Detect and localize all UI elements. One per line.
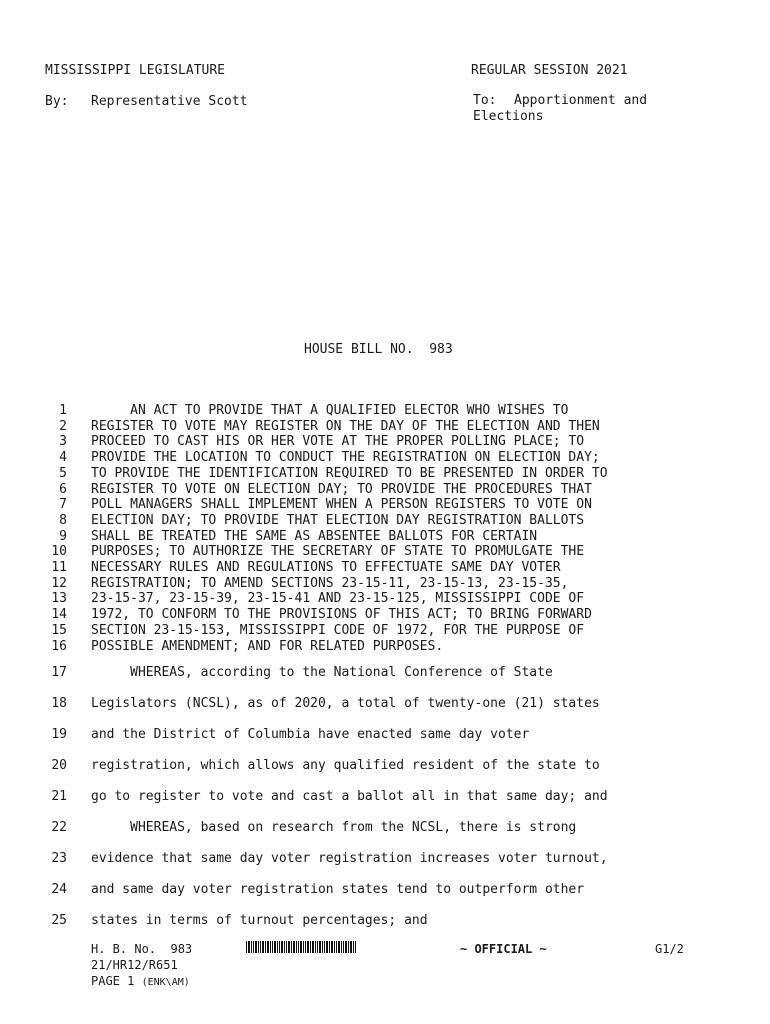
line-21 [0, 781, 770, 812]
line-number: 13 [51, 591, 67, 607]
line-number: 24 [51, 882, 67, 897]
page-number: PAGE 1 [91, 974, 135, 988]
line-number: 3 [59, 434, 67, 450]
line-18 [0, 688, 770, 719]
line-number: 25 [51, 913, 67, 928]
line-24 [0, 874, 770, 905]
line-text: POLL MANAGERS SHALL IMPLEMENT WHEN A PERSON REGISTERS TO VOTE ON [91, 497, 592, 513]
line-number: 1 [59, 403, 67, 418]
committee-name-line-2: Elections [473, 109, 544, 124]
line-number: 19 [51, 727, 67, 742]
line-number: 11 [51, 560, 67, 575]
line-text: WHEREAS, based on research from the NCSL, there is strong [91, 820, 577, 835]
footer-reference: 21/HR12/R651 [91, 958, 178, 972]
line-25 [0, 905, 770, 936]
line-number: 20 [51, 758, 67, 773]
line-number: 7 [59, 497, 67, 513]
line-text: PROVIDE THE LOCATION TO CONDUCT THE REGISTRATION ON ELECTION DAY; [91, 450, 600, 466]
line-number: 16 [51, 638, 67, 654]
line-number: 5 [59, 465, 67, 481]
line-1 [0, 403, 770, 419]
sponsor-name: Representative Scott [91, 94, 248, 109]
line-4 [0, 450, 770, 466]
committee-name-line-1: Apportionment and [514, 93, 648, 108]
line-text: Legislators (NCSL), as of 2020, a total of twenty-one (21) states [91, 696, 600, 711]
line-5 [0, 466, 770, 482]
line-text: SECTION 23-15-153, MISSISSIPPI CODE OF 1972, FOR THE PURPOSE OF [91, 622, 585, 638]
line-number: 17 [51, 665, 67, 680]
line-8 [0, 513, 770, 529]
line-6 [0, 482, 770, 498]
line-16 [0, 639, 770, 655]
line-number: 10 [51, 544, 67, 560]
footer-page-number [91, 973, 190, 991]
line-number: 21 [51, 789, 67, 804]
line-3 [0, 434, 770, 450]
line-text: evidence that same day voter registration increases voter turnout, [91, 851, 608, 866]
line-12 [0, 576, 770, 592]
line-2 [0, 419, 770, 435]
line-text: AN ACT TO PROVIDE THAT A QUALIFIED ELECTOR WHO WISHES TO [91, 403, 569, 418]
line-text: POSSIBLE AMENDMENT; AND FOR RELATED PURPOSES. [91, 638, 444, 654]
bill-title: HOUSE BILL NO. 983 [304, 342, 453, 357]
line-text: go to register to vote and cast a ballot all in that same day; and [91, 789, 608, 804]
line-7 [0, 497, 770, 513]
line-number: 6 [59, 481, 67, 497]
line-17 [0, 657, 770, 688]
line-text: PURPOSES; TO AUTHORIZE THE SECRETARY OF STATE TO PROMULGATE THE [91, 544, 585, 560]
line-text: and the District of Columbia have enacted same day voter [91, 727, 530, 742]
line-text: PROCEED TO CAST HIS OR HER VOTE AT THE PROPER POLLING PLACE; TO [91, 434, 585, 450]
committee-to-label: To: [473, 93, 497, 108]
typist-initials: (ENK\AM) [141, 977, 190, 988]
line-20 [0, 750, 770, 781]
legislature-name: MISSISSIPPI LEGISLATURE [45, 63, 226, 78]
line-number: 2 [59, 418, 67, 434]
line-number: 9 [59, 528, 67, 544]
line-number: 14 [51, 607, 67, 623]
footer-bill-number: H. B. No. 983 [91, 942, 193, 956]
line-number: 4 [59, 450, 67, 466]
line-10 [0, 544, 770, 560]
line-text: ELECTION DAY; TO PROVIDE THAT ELECTION DAY REGISTRATION BALLOTS [91, 512, 585, 528]
page-code: G1/2 [655, 942, 684, 956]
sponsor-by-label: By: [45, 94, 69, 109]
line-number: 23 [51, 851, 67, 866]
line-15 [0, 623, 770, 639]
line-number: 15 [51, 622, 67, 638]
line-text: REGISTER TO VOTE ON ELECTION DAY; TO PROVIDE THE PROCEDURES THAT [91, 481, 592, 497]
line-number: 8 [59, 512, 67, 528]
line-11 [0, 560, 770, 576]
line-text: registration, which allows any qualified resident of the state to [91, 758, 600, 773]
line-14 [0, 607, 770, 623]
line-19 [0, 719, 770, 750]
line-text: and same day voter registration states tend to outperform other [91, 882, 585, 897]
line-text: 23-15-37, 23-15-39, 23-15-41 AND 23-15-125, MISSISSIPPI CODE OF [91, 591, 585, 607]
line-text: 1972, TO CONFORM TO THE PROVISIONS OF THIS ACT; TO BRING FORWARD [91, 607, 592, 623]
line-text: SHALL BE TREATED THE SAME AS ABSENTEE BALLOTS FOR CERTAIN [91, 528, 538, 544]
line-text: WHEREAS, according to the National Conference of State [91, 665, 553, 680]
line-9 [0, 529, 770, 545]
line-13 [0, 591, 770, 607]
barcode-image [246, 941, 356, 953]
line-22 [0, 812, 770, 843]
official-label: ~ OFFICIAL ~ [460, 942, 547, 956]
line-number: 12 [51, 575, 67, 591]
line-number: 18 [51, 696, 67, 711]
line-number: 22 [51, 820, 67, 835]
line-text: states in terms of turnout percentages; and [91, 913, 428, 928]
line-text: TO PROVIDE THE IDENTIFICATION REQUIRED TO BE PRESENTED IN ORDER TO [91, 465, 608, 481]
line-text: REGISTRATION; TO AMEND SECTIONS 23-15-11, 23-15-13, 23-15-35, [91, 575, 569, 591]
session-label: REGULAR SESSION 2021 [471, 63, 628, 78]
line-23 [0, 843, 770, 874]
line-text: REGISTER TO VOTE MAY REGISTER ON THE DAY OF THE ELECTION AND THEN [91, 418, 600, 434]
line-text: NECESSARY RULES AND REGULATIONS TO EFFECTUATE SAME DAY VOTER [91, 560, 561, 575]
